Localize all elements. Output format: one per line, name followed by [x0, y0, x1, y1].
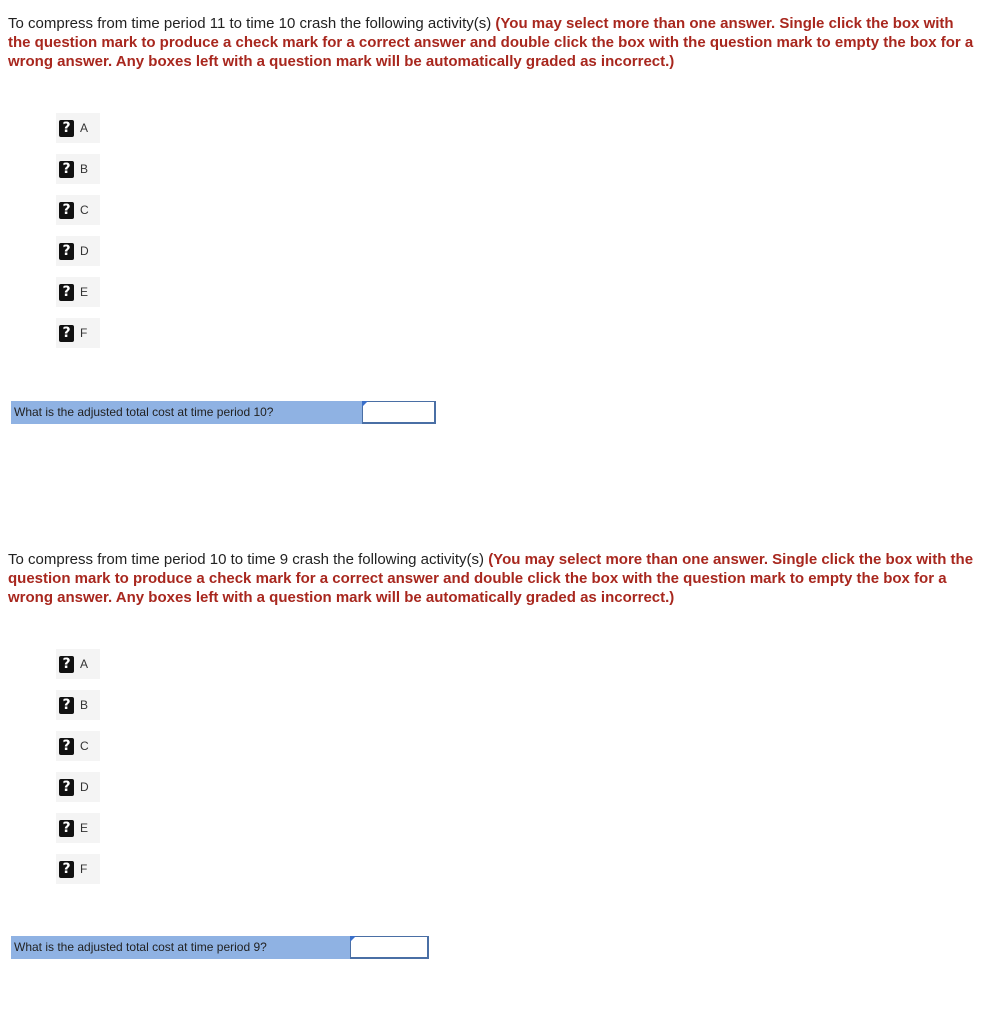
- q2-cost-input[interactable]: [350, 936, 429, 959]
- question-mark-box-icon[interactable]: ?: [59, 861, 74, 878]
- q2-cost-row: [11, 936, 429, 959]
- option-label: A: [80, 121, 89, 135]
- question-1-options: [56, 113, 100, 359]
- q2-option-f[interactable]: [56, 854, 100, 884]
- q1-cost-input[interactable]: [362, 401, 436, 424]
- q2-option-b[interactable]: [56, 690, 100, 720]
- option-label: E: [80, 821, 89, 835]
- q2-option-d[interactable]: [56, 772, 100, 802]
- option-label: C: [80, 739, 89, 753]
- question-mark-box-icon[interactable]: ?: [59, 284, 74, 301]
- question-mark-box-icon[interactable]: ?: [59, 243, 74, 260]
- question-1-prompt: [8, 14, 974, 71]
- question-2-instructions: (You may select more than one answer. Single click the box with the question mark to produce a check mark for a correct answer and double click the box with the question mark to empty the box for a wrong answer. Any boxes left with a question mark will be automatically graded as incorrect.): [8, 551, 974, 606]
- option-label: C: [80, 203, 89, 217]
- q2-option-a[interactable]: [56, 649, 100, 679]
- q1-option-f[interactable]: [56, 318, 100, 348]
- question-mark-box-icon[interactable]: ?: [59, 697, 74, 714]
- question-mark-box-icon[interactable]: ?: [59, 161, 74, 178]
- question-2-prompt-text: To compress from time period 10 to time 9 crash the following activity(s): [8, 551, 489, 568]
- question-1: [8, 14, 974, 419]
- q1-cost-input-wrap: [362, 401, 436, 424]
- question-2: [8, 550, 974, 954]
- q1-cost-row: [11, 401, 436, 424]
- q1-option-d[interactable]: [56, 236, 100, 266]
- q1-option-a[interactable]: [56, 113, 100, 143]
- q1-option-e[interactable]: [56, 277, 100, 307]
- q2-cost-input-wrap: [350, 936, 429, 959]
- option-label: D: [80, 780, 89, 794]
- question-mark-box-icon[interactable]: ?: [59, 779, 74, 796]
- option-label: B: [80, 162, 89, 176]
- option-label: B: [80, 698, 89, 712]
- question-1-instructions: (You may select more than one answer. Single click the box with the question mark to produce a check mark for a correct answer and double click the box with the question mark to empty the box for a wrong answer. Any boxes left with a question mark will be automatically graded as incorrect.): [8, 15, 974, 70]
- question-mark-box-icon[interactable]: ?: [59, 120, 74, 137]
- q1-option-b[interactable]: [56, 154, 100, 184]
- option-label: F: [80, 326, 88, 340]
- question-mark-box-icon[interactable]: ?: [59, 738, 74, 755]
- q2-option-e[interactable]: [56, 813, 100, 843]
- q1-cost-label: What is the adjusted total cost at time period 10?: [11, 401, 362, 424]
- option-label: E: [80, 285, 89, 299]
- question-mark-box-icon[interactable]: ?: [59, 820, 74, 837]
- question-mark-box-icon[interactable]: ?: [59, 202, 74, 219]
- q2-cost-label: What is the adjusted total cost at time period 9?: [11, 936, 350, 959]
- question-mark-box-icon[interactable]: ?: [59, 325, 74, 342]
- question-mark-box-icon[interactable]: ?: [59, 656, 74, 673]
- option-label: D: [80, 244, 89, 258]
- question-1-prompt-text: To compress from time period 11 to time 10 crash the following activity(s): [8, 15, 496, 32]
- q1-option-c[interactable]: [56, 195, 100, 225]
- question-2-options: [56, 649, 100, 895]
- question-2-prompt: [8, 550, 974, 607]
- option-label: A: [80, 657, 89, 671]
- option-label: F: [80, 862, 88, 876]
- q2-option-c[interactable]: [56, 731, 100, 761]
